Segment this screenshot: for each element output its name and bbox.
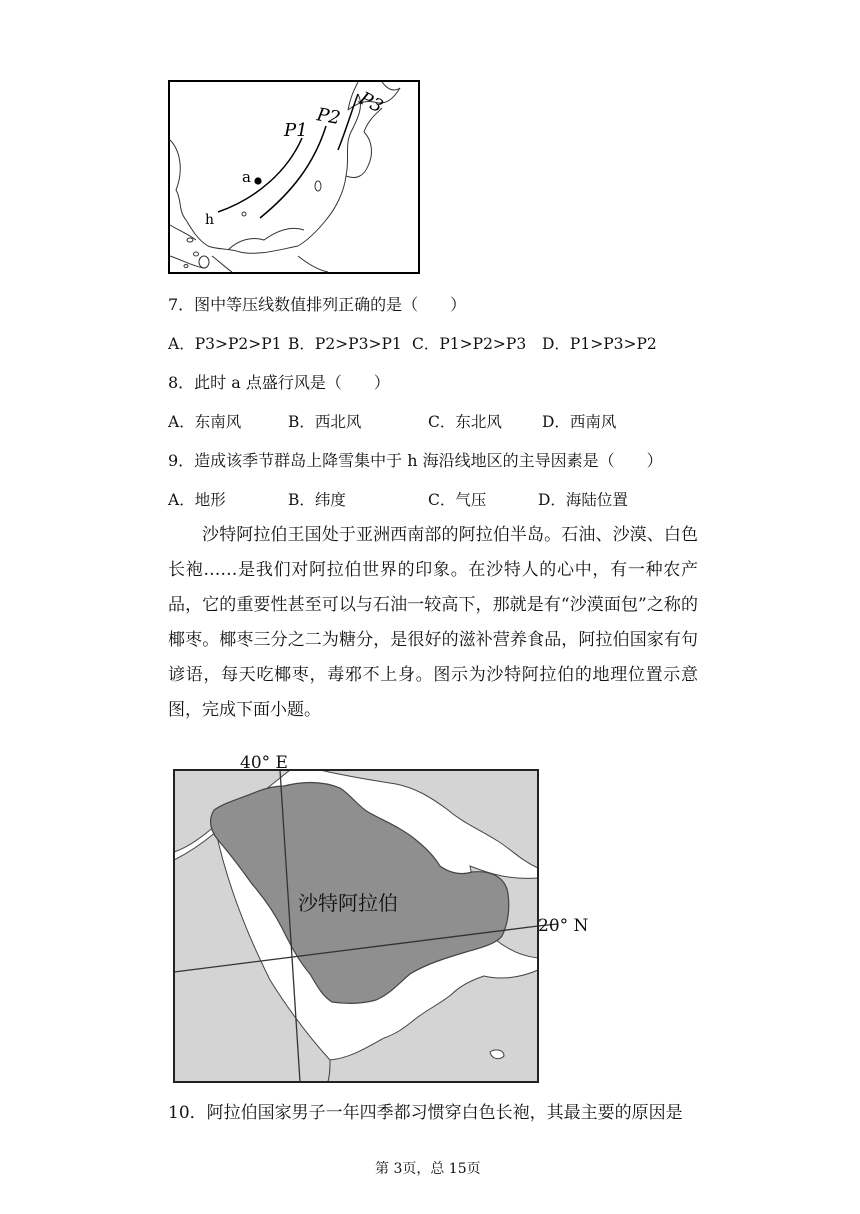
reading-passage [168,518,698,728]
q7-option-a[interactable]: A．P3>P2>P1 [168,335,282,353]
q9-option-c[interactable]: C．气压 [428,491,487,509]
q9-option-d[interactable]: D．海陆位置 [538,491,628,509]
label-p3: P3 [355,87,387,118]
q7-option-b[interactable]: B．P2>P3>P1 [288,335,402,353]
question-9-stem: 9．造成该季节群岛上降雪集中于 h 海沿线地区的主导因素是（ ） [168,451,663,470]
label-p2: P2 [315,104,342,130]
q9-option-a[interactable]: A．地形 [168,491,226,509]
passage-text: 沙特阿拉伯王国处于亚洲西南部的阿拉伯半岛。石油、沙漠、白色长袍……是我们对阿拉伯世界的印象。在沙特人的心中，有一种农产品，它的重要性甚至可以与石油一较高下，那就是有“沙漠面包”之称的椰枣。椰枣三分之二为糖分，是很好的滋补营养食品，阿拉伯国家有句谚语，每天吃椰枣，毒邪不上身。图示为沙特阿拉伯的地理位置示意图，完成下面小题。 [168,525,698,720]
question-10-stem: 10．阿拉伯国家男子一年四季都习惯穿白色长袍，其最主要的原因是 [168,1103,683,1123]
isobar-map [168,80,420,276]
q8-option-a[interactable]: A．东南风 [168,413,242,431]
label-h: h [205,212,215,228]
question-7-stem: 7．图中等压线数值排列正确的是（ ） [168,295,467,314]
point-a-marker [254,177,261,184]
label-a: a [242,168,251,186]
saudi-arabia-map [170,748,610,1086]
q8-option-b[interactable]: B．西北风 [288,413,362,431]
q9-option-b[interactable]: B．纬度 [288,491,346,509]
q7-option-d[interactable]: D．P1>P3>P2 [542,335,657,353]
label-p1: P1 [284,120,308,141]
question-8-stem: 8．此时 a 点盛行风是（ ） [168,373,390,392]
q8-option-d[interactable]: D．西南风 [542,413,617,431]
q7-option-c[interactable]: C．P1>P2>P3 [412,335,527,353]
page-footer: 第 3页，总 15页 [375,1161,481,1177]
latitude-label: 20° N [538,916,589,936]
q8-option-c[interactable]: C．东北风 [428,413,502,431]
longitude-label: 40° E [240,753,288,773]
country-label: 沙特阿拉伯 [298,891,398,915]
